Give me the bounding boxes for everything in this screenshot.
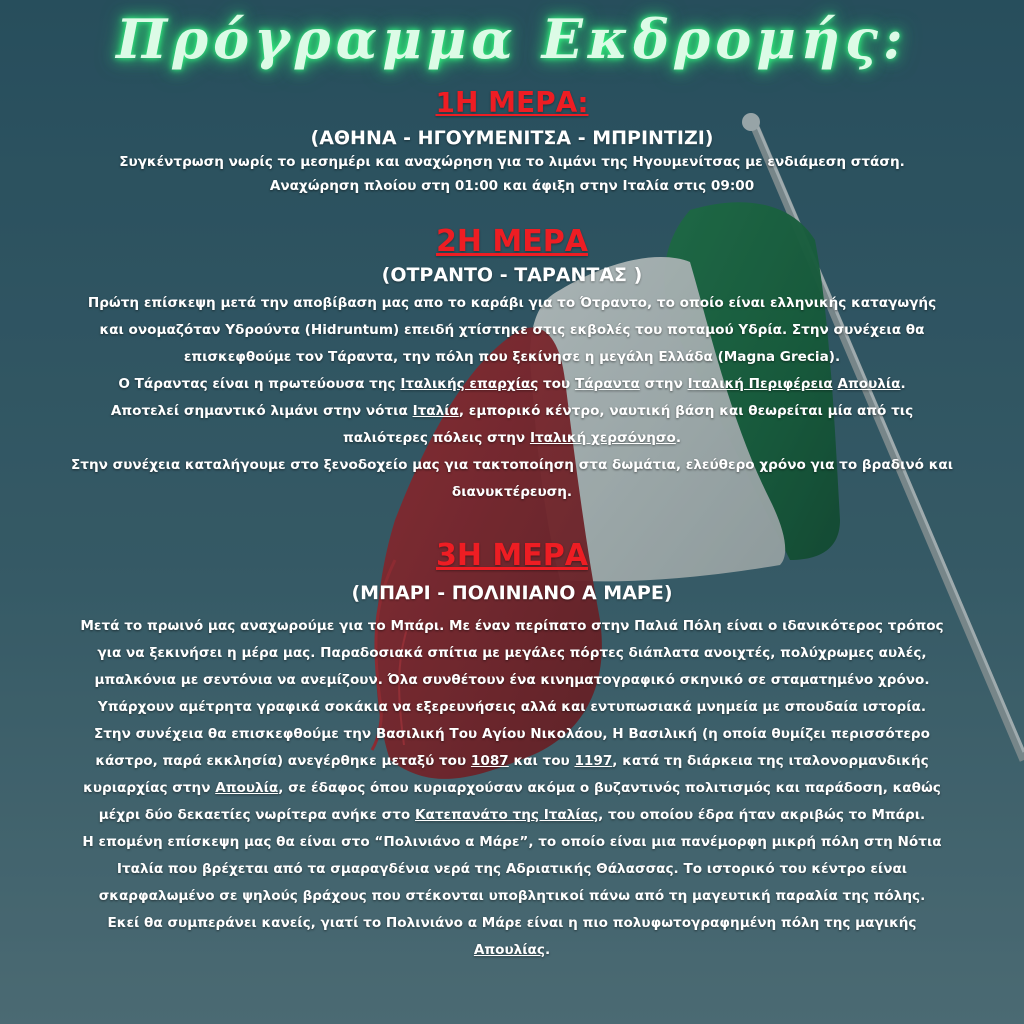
link[interactable]: Απουλία [215, 780, 279, 796]
text-segment: κυριαρχίας στην [83, 780, 216, 796]
text-segment: , εμπορικό κέντρο, ναυτική βάση και θεωρείται μία από τις [458, 403, 914, 419]
text-segment: . [675, 430, 682, 446]
text-line [0, 856, 1024, 883]
text-line [0, 479, 1024, 506]
text-segment: . [544, 942, 551, 958]
day-3-route: (ΜΠΑΡΙ - ΠΟΛΙΝΙΑΝΟ Α ΜΑΡΕ) [351, 582, 673, 604]
text-segment: κάστρο, παρά εκκλησία) ανεγέρθηκε μεταξύ του [95, 753, 471, 769]
text-segment: Στην συνέχεια καταλήγουμε στο ξενοδοχείο μας για τακτοποίηση στα δωμάτια, ελεύθερο χρόνο για το βραδινό και [71, 457, 953, 473]
text-segment: Αναχώρηση πλοίου στη 01:00 και άφιξη στην Ιταλία στις 09:00 [269, 178, 755, 194]
text-segment: . [900, 376, 906, 392]
day-2-description [0, 290, 1024, 506]
link[interactable]: Ιταλική Περιφέρεια [687, 376, 833, 392]
text-segment: Πρώτη επίσκεψη μετά την αποβίβαση μας απο το καράβι για το Ότραντο, το οποίο είναι ελληνικής καταγωγής [87, 295, 937, 311]
text-line [0, 802, 1024, 829]
text-segment: σκαρφαλωμένο σε ψηλούς βράχους που στέκονται υποβλητικοί πάνω από τη μαγευτική παραλία της πόλης. [98, 888, 926, 904]
text-segment: Μετά το πρωινό μας αναχωρούμε για το Μπάρι. Με έναν περίπατο στην Παλιά Πόλη είναι ο ιδανικότερος τρόπος [80, 618, 944, 634]
text-segment: του [538, 376, 575, 392]
text-segment: Στην συνέχεια θα επισκεφθούμε την Βασιλική Του Αγίου Νικολάου, Η Βασιλική (η οποία θυμίζει περισσότερο [93, 726, 931, 742]
link[interactable]: Ιταλική χερσόνησο [529, 430, 676, 446]
link[interactable]: Ιταλία [412, 403, 459, 419]
link[interactable]: 1197 [574, 753, 613, 769]
text-segment: , του οποίου έδρα ήταν ακριβώς το Μπάρι. [598, 807, 926, 823]
text-line [0, 425, 1024, 452]
text-line [0, 344, 1024, 371]
text-segment: και ονομαζόταν Υδρούντα (Hidruntum) επειδή χτίστηκε στις εκβολές του ποταμού Υδρία. Στην συνέχεια θα [99, 322, 925, 338]
text-line [0, 829, 1024, 856]
link[interactable]: Απουλία [837, 376, 901, 392]
link[interactable]: Απουλίας [473, 942, 545, 958]
text-line [0, 371, 1024, 398]
day-1-route: (ΑΘΗΝΑ - ΗΓΟΥΜΕΝΙΤΣΑ - ΜΠΡΙΝΤΙΖΙ) [310, 127, 714, 149]
text-segment: για να ξεκινήσει η μέρα μας. Παραδοσιακά σπίτια με μεγάλες πόρτες διάπλατα ανοιχτές, πολύχρωμες αυλές, [97, 645, 927, 661]
text-line [0, 937, 1024, 964]
text-line [0, 721, 1024, 748]
day-3-heading: 3Η ΜΕΡΑ [436, 538, 588, 573]
text-segment: Ιταλία που βρέχεται από τα σμαραγδένια νερά της Αδριατικής Θάλασσας. Το ιστορικό του κέντρο είναι [116, 861, 908, 877]
text-segment: Αποτελεί σημαντικό λιμάνι στην νότια [110, 403, 413, 419]
text-line [0, 398, 1024, 425]
text-line [0, 640, 1024, 667]
text-line [0, 910, 1024, 937]
day-2-heading: 2Η ΜΕΡΑ [436, 224, 588, 259]
text-line [0, 452, 1024, 479]
link[interactable]: Ιταλικής επαρχίας [400, 376, 539, 392]
text-line [0, 150, 1024, 174]
text-segment: Ο Τάραντας είναι η πρωτεύουσα της [118, 376, 401, 392]
text-segment: Συγκέντρωση νωρίς το μεσημέρι και αναχώρηση για το λιμάνι της Ηγουμενίτσας με ενδιάμεση στάση. [119, 154, 905, 170]
text-segment: στην [639, 376, 688, 392]
text-line [0, 883, 1024, 910]
text-segment: Υπάρχουν αμέτρητα γραφικά σοκάκια να εξερευνήσεις αλλά και εντυπωσιακά μνημεία με σπουδαία ιστορία. [97, 699, 927, 715]
text-segment: Εκεί θα συμπεράνει κανείς, γιατί το Πολινιάνο α Μάρε είναι η πιο πολυφωτογραφημένη πόλη της μαγικής [107, 915, 917, 931]
text-line [0, 775, 1024, 802]
link[interactable]: 1087 [470, 753, 509, 769]
text-segment: διανυκτέρευση. [451, 484, 573, 500]
page-title: Πρόγραμμα Εκδρομής: [116, 7, 908, 71]
link[interactable]: Κατεπανάτο της Ιταλίας [415, 807, 599, 823]
text-line [0, 174, 1024, 198]
day-2-route: (ΟΤΡΑΝΤΟ - ΤΑΡΑΝΤΑΣ ) [381, 264, 643, 286]
text-line [0, 613, 1024, 640]
text-line [0, 290, 1024, 317]
text-line [0, 667, 1024, 694]
text-segment: παλιότερες πόλεις στην [342, 430, 530, 446]
text-line [0, 748, 1024, 775]
text-line [0, 694, 1024, 721]
day-1-heading: 1Η ΜΕΡΑ: [435, 86, 589, 119]
text-segment: και του [508, 753, 575, 769]
text-segment: , κατά τη διάρκεια της ιταλονορμανδικής [612, 753, 929, 769]
day-1-description [0, 150, 1024, 198]
link[interactable]: Τάραντα [574, 376, 640, 392]
text-segment: μπαλκόνια με σεντόνια να ανεμίζουν. Όλα συνθέτουν ένα κινηματογραφικό σκηνικό σε σταματημένο χρόνο. [94, 672, 930, 688]
text-segment: μέχρι δύο δεκαετίες νωρίτερα ανήκε στο [98, 807, 415, 823]
text-segment: , σε έδαφος όπου κυριαρχούσαν ακόμα ο βυζαντινός πολιτισμός και παράδοση, καθώς [278, 780, 941, 796]
text-line [0, 317, 1024, 344]
text-segment: Η επομένη επίσκεψη μας θα είναι στο “Πολινιάνο α Μάρε”, το οποίο είναι μια πανέμορφη μικρή πόλη στη Νότια [82, 834, 942, 850]
text-segment: επισκεφθούμε τον Τάραντα, την πόλη που ξεκίνησε η μεγάλη Ελλάδα (Magna Grecia). [183, 349, 841, 365]
day-3-description [0, 613, 1024, 964]
